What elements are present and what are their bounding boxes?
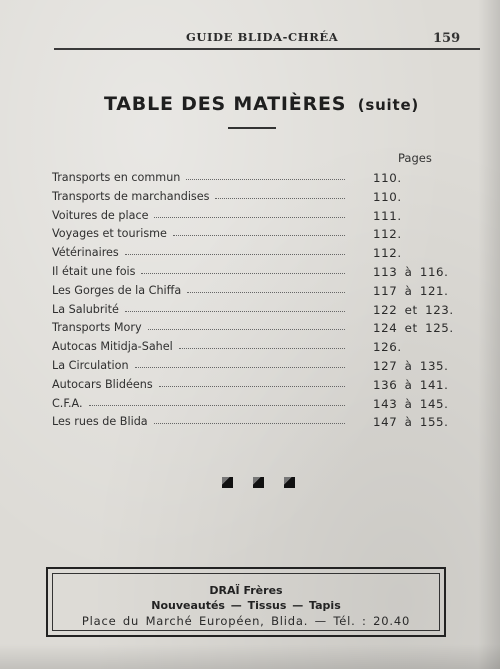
toc-entry: [0, 378, 500, 397]
dot-leader: [148, 327, 345, 330]
dot-leader: [179, 346, 345, 349]
dot-leader: [141, 271, 345, 274]
toc-entry: [0, 209, 500, 228]
toc-entry-pages: 110.: [373, 171, 402, 185]
toc-entry-label: Transports Mory: [52, 321, 142, 335]
toc-entry: [0, 171, 500, 190]
toc-list: [0, 171, 500, 434]
toc-entry-pages: 117 à 121.: [373, 283, 449, 298]
section-ornaments: [222, 477, 302, 491]
toc-entry-pages: 122 et 123.: [373, 302, 454, 317]
toc-entry-pages: 112.: [373, 246, 402, 261]
toc-entry-label: Les rues de Blida: [52, 415, 148, 429]
toc-entry: [0, 227, 500, 246]
dot-leader: [154, 215, 345, 218]
toc-entry: [0, 190, 500, 209]
toc-entry-pages: 110.: [373, 189, 402, 204]
toc-entry: [0, 415, 500, 434]
dot-leader: [125, 252, 345, 255]
page-edge-shadow: [478, 0, 500, 669]
toc-entry-label: Voyages et tourisme: [52, 227, 167, 241]
toc-entry-label: La Salubrité: [52, 302, 119, 316]
dot-leader: [125, 309, 345, 312]
page-bottom-shadow: [0, 644, 500, 669]
running-title: GUIDE BLIDA-CHRÉA: [186, 30, 339, 44]
toc-entry-label: Autocas Mitidja-Sahel: [52, 340, 173, 354]
toc-entry: [0, 340, 500, 359]
advertiser-name: DRAÏ Frères: [209, 584, 283, 597]
toc-entry-pages: 113 à 116.: [373, 264, 449, 279]
toc-entry-pages: 124 et 125.: [373, 321, 454, 336]
toc-entry: [0, 359, 500, 378]
dot-leader: [215, 196, 345, 199]
toc-entry-pages: 136 à 141.: [373, 377, 449, 392]
toc-entry: [0, 284, 500, 303]
advertiser-products: Nouveautés — Tissus — Tapis: [151, 599, 341, 612]
toc-entry-label: Transports en commun: [52, 171, 181, 184]
toc-entry: [0, 246, 500, 265]
page-number: 159: [433, 31, 461, 46]
pages-column-label: Pages: [398, 151, 432, 165]
title-main: TABLE DES MATIÈRES: [104, 93, 347, 115]
toc-entry: [0, 397, 500, 416]
dot-leader: [135, 365, 345, 368]
ornament-square-icon: [222, 477, 233, 488]
dot-leader: [159, 384, 345, 387]
title-rule: [228, 127, 276, 129]
dot-leader: [154, 421, 345, 424]
toc-entry-label: La Circulation: [52, 358, 129, 372]
advertisement-box: [46, 567, 446, 637]
header-rule: [54, 48, 480, 50]
dot-leader: [173, 233, 345, 236]
toc-entry-label: Les Gorges de la Chiffa: [52, 283, 182, 297]
dot-leader: [89, 403, 345, 406]
toc-entry-label: Autocars Blidéens: [52, 377, 153, 391]
ornament-square-icon: [253, 477, 264, 488]
toc-entry: [0, 303, 500, 322]
toc-entry: [0, 321, 500, 340]
toc-entry-pages: 143 à 145.: [373, 396, 449, 411]
toc-entry-pages: 127 à 135.: [373, 358, 449, 373]
toc-entry-pages: 112.: [373, 227, 402, 242]
toc-entry-pages: 147 à 155.: [373, 415, 449, 430]
advertiser-address: Place du Marché Européen, Blida. — Tél. : 20.40: [81, 614, 411, 628]
ornament-square-icon: [284, 477, 295, 488]
toc-entry-pages: 126.: [373, 340, 402, 355]
toc-entry-label: Voitures de place: [52, 208, 149, 222]
toc-entry-label: Il était une fois: [52, 264, 136, 278]
toc-entry-label: Vétérinaires: [52, 246, 119, 260]
page-title: [104, 93, 419, 115]
dot-leader: [186, 177, 345, 180]
toc-entry: [0, 265, 500, 284]
toc-entry-label: Transports de marchandises: [52, 189, 210, 203]
toc-entry-label: C.F.A.: [52, 396, 83, 410]
title-suite: (suite): [357, 96, 420, 114]
advertisement-inner-frame: [52, 573, 440, 631]
toc-entry-pages: 111.: [373, 208, 402, 223]
dot-leader: [187, 290, 345, 293]
